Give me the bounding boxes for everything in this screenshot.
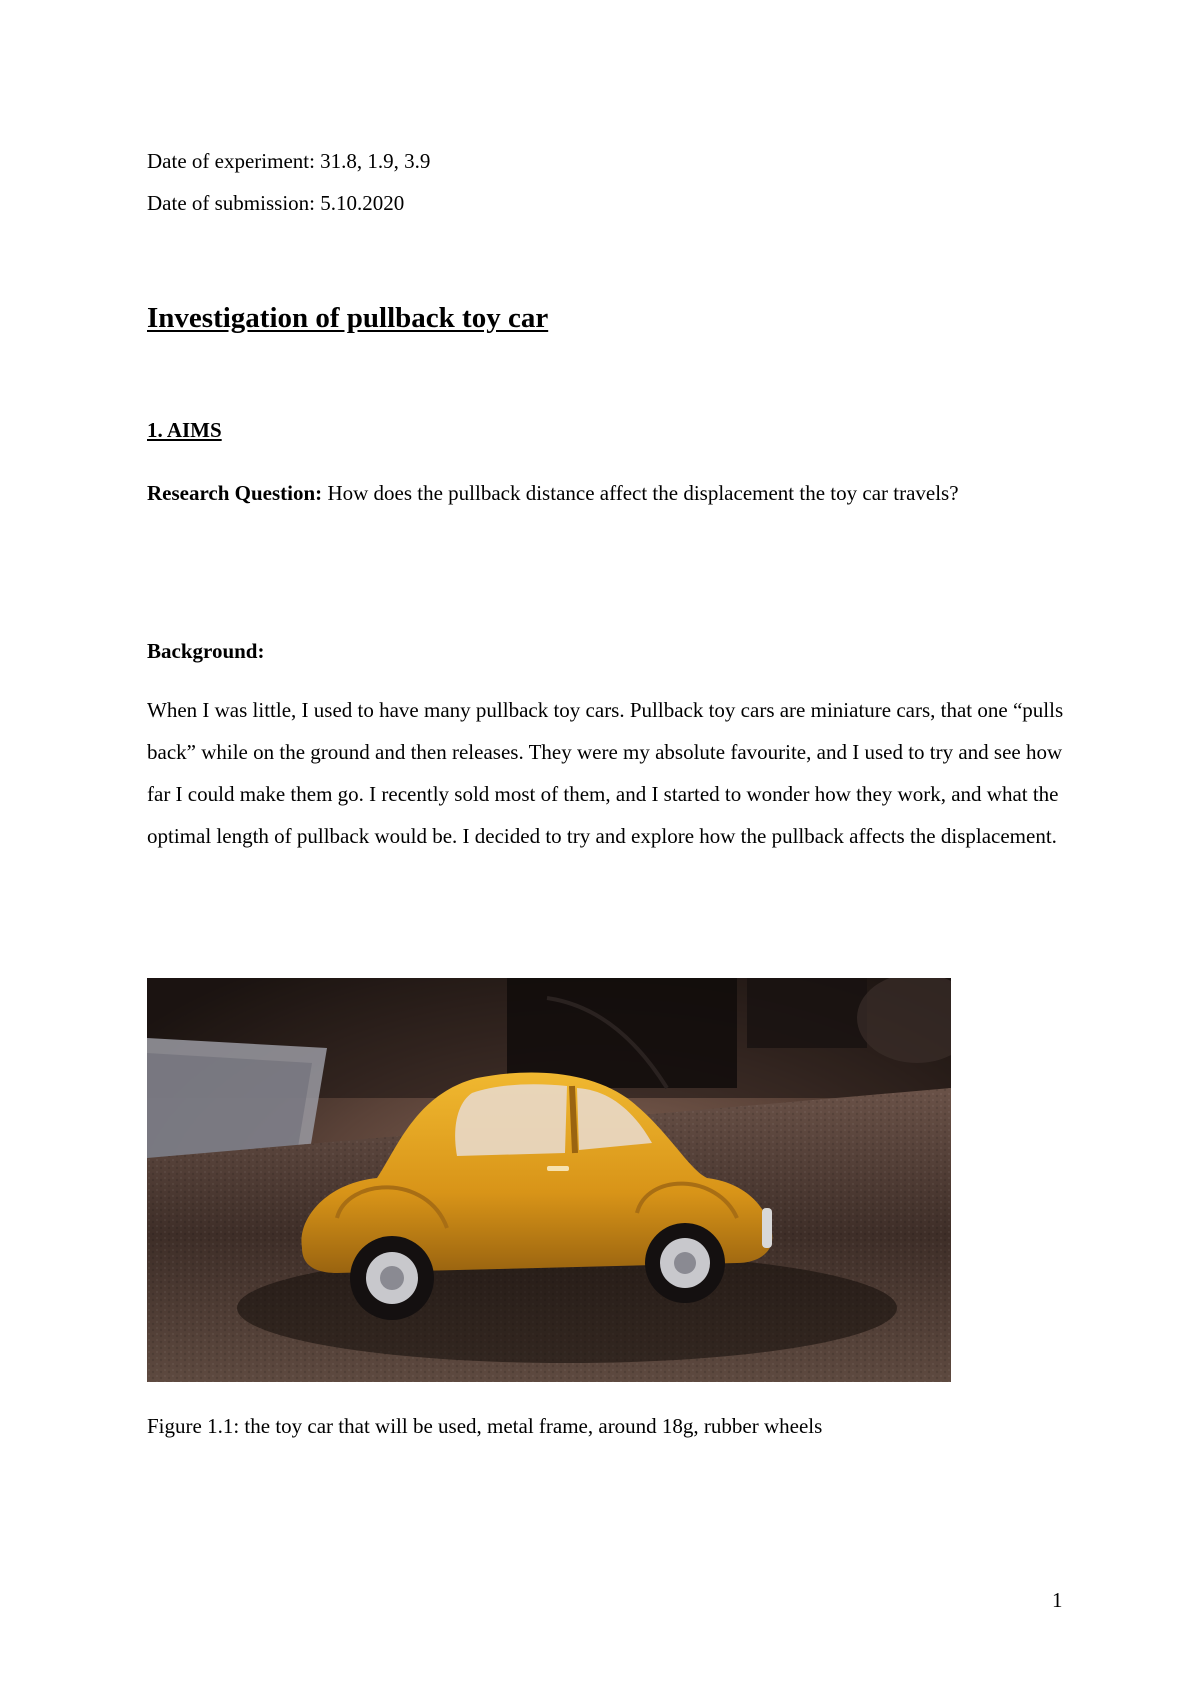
background-paragraph: When I was little, I used to have many pullback toy cars. Pullback toy cars are miniature cars, that one “pulls back” while on the ground and then releases. They were my absolute favourite, and I used to try and see how far I could make them go. I recently sold most of them, and I started to wonder how they work, and what the optimal length of pullback would be. I decided to try and explore how the pullback affects the displacement. [147, 698, 1064, 848]
toy-car-photo [147, 978, 951, 1382]
figure-caption: Figure 1.1: the toy car that will be used, metal frame, around 18g, rubber wheels [147, 1414, 823, 1438]
background-heading: Background: [147, 639, 265, 663]
page-number: 1 [1052, 1588, 1063, 1612]
rear-wheel [350, 1236, 434, 1320]
research-question [147, 472, 1077, 514]
toy-car-illustration [147, 978, 951, 1382]
date-of-experiment: Date of experiment: 31.8, 1.9, 3.9 [147, 149, 431, 173]
research-question-text: How does the pullback distance affect the displacement the toy car travels? [322, 481, 959, 505]
research-question-label: Research Question: [147, 481, 323, 505]
date-of-submission: Date of submission: 5.10.2020 [147, 191, 405, 215]
document-title: Investigation of pullback toy car [147, 302, 549, 334]
front-wheel [645, 1223, 725, 1303]
aims-heading: 1. AIMS [147, 418, 222, 442]
